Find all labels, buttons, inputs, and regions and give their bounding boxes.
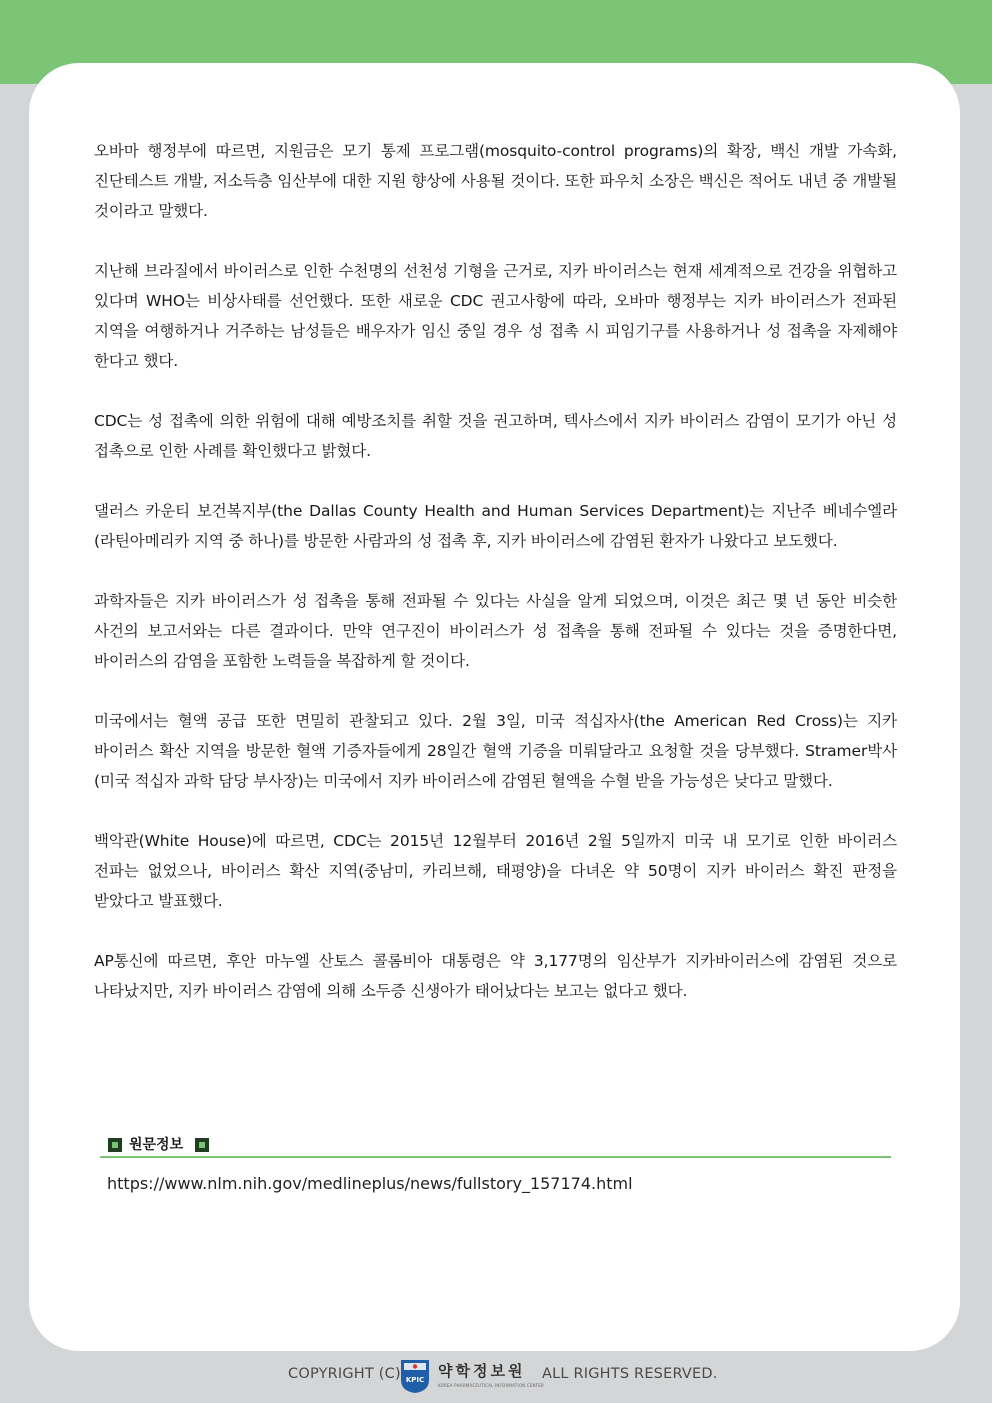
paragraph-2: 지난해 브라질에서 바이러스로 인한 수천명의 선천성 기형을 근거로, 지카 바이러스는 현재 세계적으로 건강을 위협하고 있다며 WHO는 비상사태를 선언했다. 또한 새로운 CDC 권고사항에 따라, 오바마 행정부는 지카 바이러스가 전파된 지역을 여행하거나 거주하는 남성들은 배우자가 임신 중일 경우 성 접촉 시 피임기구를 사용하거나 성 접촉을 자제해야 한다고 했다. [94,262,897,370]
source-info-header [100,1136,891,1158]
source-url-link[interactable]: https://www.nlm.nih.gov/medlineplus/news/fullstory_157174.html [107,1174,633,1193]
source-info-label: 원문정보 [129,1137,184,1153]
square-bullet-icon [195,1138,209,1152]
article-body [94,136,897,1036]
kpic-logo-icon [399,1358,431,1394]
square-bullet-icon [108,1138,122,1152]
rights-reserved-text: ALL RIGHTS RESERVED. [542,1366,718,1382]
paragraph-6: 미국에서는 혈액 공급 또한 면밀히 관찰되고 있다. 2월 3일, 미국 적십자사(the American Red Cross)는 지카 바이러스 확산 지역을 방문한 혈액 기증자들에게 28일간 혈액 기증을 미뤄달라고 요청할 것을 당부했다. Stramer박사(미국 적십자 과학 담당 부사장)는 미국에서 지카 바이러스에 감염된 혈액을 수혈 받을 가능성은 낮다고 말했다. [94,712,897,790]
copyright-text: COPYRIGHT (C) [288,1366,401,1382]
paragraph-3: CDC는 성 접촉에 의한 위험에 대해 예방조치를 취할 것을 권고하며, 텍사스에서 지카 바이러스 감염이 모기가 아닌 성 접촉으로 인한 사례를 확인했다고 밝혔다. [94,412,897,460]
org-name: 약학정보원 [438,1362,526,1380]
paragraph-8: AP통신에 따르면, 후안 마누엘 산토스 콜롬비아 대통령은 약 3,177명의 임산부가 지카바이러스에 감염된 것으로 나타났지만, 지카 바이러스 감염에 의해 소두증 신생아가 태어났다는 보고는 없다고 했다. [94,952,897,1000]
footer [0,1356,992,1400]
logo-text: KPIC [405,1376,425,1384]
paragraph-7: 백악관(White House)에 따르면, CDC는 2015년 12월부터 2016년 2월 5일까지 미국 내 모기로 인한 바이러스 전파는 없었으나, 바이러스 확산 지역(중남미, 카리브해, 태평양)을 다녀온 약 50명이 지카 바이러스 확진 판정을 받았다고 발표했다. [94,832,897,910]
paragraph-4: 댈러스 카운티 보건복지부(the Dallas County Health and Human Services Department)는 지난주 베네수엘라(라틴아메리카 지역 중 하나)를 방문한 사람과의 성 접촉 후, 지카 바이러스에 감염된 환자가 나왔다고 보도했다. [94,502,897,550]
paragraph-1: 오바마 행정부에 따르면, 지원금은 모기 통제 프로그램(mosquito-control programs)의 확장, 백신 개발 가속화, 진단테스트 개발, 저소득층 임산부에 대한 지원 향상에 사용될 것이다. 또한 파우치 소장은 백신은 적어도 내년 중 개발될 것이라고 말했다. [94,142,897,220]
paragraph-5: 과학자들은 지카 바이러스가 성 접촉을 통해 전파될 수 있다는 사실을 알게 되었으며, 이것은 최근 몇 년 동안 비슷한 사건의 보고서와는 다른 결과이다. 만약 연구진이 바이러스가 성 접촉을 통해 전파될 수 있다는 것을 증명한다면, 바이러스의 감염을 포함한 노력들을 복잡하게 할 것이다. [94,592,897,670]
org-english-name: KOREA PHARMACEUTICAL INFORMATION CENTER [438,1383,544,1388]
